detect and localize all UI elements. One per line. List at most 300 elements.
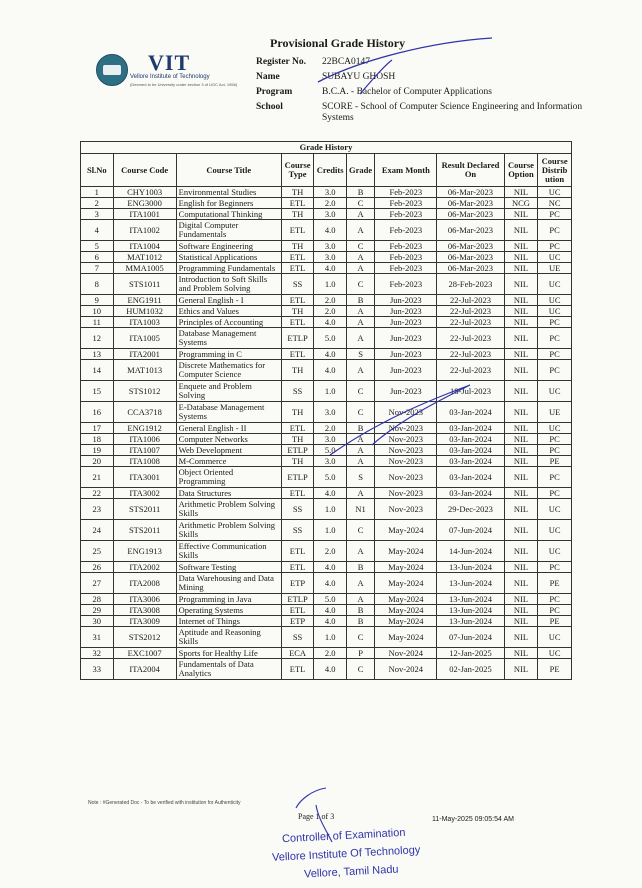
- table-row: [81, 274, 572, 295]
- table-cell: B: [346, 616, 374, 627]
- table-cell: ITA2001: [113, 349, 176, 360]
- table-cell: STS2011: [113, 499, 176, 520]
- column-header: Sl.No: [81, 154, 114, 187]
- table-cell: B: [346, 605, 374, 616]
- table-cell: 5.0: [314, 328, 347, 349]
- table-cell: C: [346, 627, 374, 648]
- table-cell: Feb-2023: [375, 252, 437, 263]
- table-cell: PC: [538, 594, 572, 605]
- table-cell: NIL: [504, 306, 538, 317]
- table-cell: ETL: [281, 423, 314, 434]
- table-cell: ETL: [281, 252, 314, 263]
- table-cell: 31: [81, 627, 114, 648]
- table-cell: UC: [538, 627, 572, 648]
- table-cell: 4.0: [314, 659, 347, 680]
- table-cell: General English - II: [176, 423, 281, 434]
- handwritten-line-1: Controller of Examination: [281, 826, 406, 846]
- table-cell: 19: [81, 445, 114, 456]
- table-cell: 15: [81, 381, 114, 402]
- table-cell: Jun-2023: [375, 328, 437, 349]
- table-row: [81, 659, 572, 680]
- table-cell: 06-Mar-2023: [437, 187, 504, 198]
- table-cell: Aptitude and Reasoning Skills: [176, 627, 281, 648]
- table-cell: B: [346, 423, 374, 434]
- table-cell: 03-Jan-2024: [437, 402, 504, 423]
- table-cell: PC: [538, 360, 572, 381]
- table-cell: 12-Jan-2025: [437, 648, 504, 659]
- table-cell: 22-Jul-2023: [437, 317, 504, 328]
- table-cell: A: [346, 252, 374, 263]
- table-cell: A: [346, 209, 374, 220]
- table-cell: 4.0: [314, 360, 347, 381]
- table-cell: 3.0: [314, 434, 347, 445]
- table-cell: STS1011: [113, 274, 176, 295]
- table-cell: UC: [538, 648, 572, 659]
- table-cell: 03-Jan-2024: [437, 434, 504, 445]
- table-cell: NIL: [504, 263, 538, 274]
- table-cell: Feb-2023: [375, 241, 437, 252]
- table-cell: NIL: [504, 423, 538, 434]
- table-cell: 12: [81, 328, 114, 349]
- table-row: [81, 499, 572, 520]
- table-row: [81, 605, 572, 616]
- table-cell: A: [346, 220, 374, 241]
- table-cell: 07-Jun-2024: [437, 627, 504, 648]
- column-header: Course Option: [504, 154, 538, 187]
- table-cell: Feb-2023: [375, 187, 437, 198]
- table-cell: 02-Jan-2025: [437, 659, 504, 680]
- table-cell: N1: [346, 499, 374, 520]
- table-row: [81, 360, 572, 381]
- table-cell: NIL: [504, 499, 538, 520]
- logo-brand: VIT: [148, 50, 191, 75]
- info-value: B.C.A. - Bachelor of Computer Applications: [322, 87, 492, 97]
- table-row: [81, 627, 572, 648]
- table-cell: 3.0: [314, 402, 347, 423]
- table-cell: PE: [538, 456, 572, 467]
- table-cell: May-2024: [375, 541, 437, 562]
- table-row: [81, 594, 572, 605]
- table-cell: PC: [538, 605, 572, 616]
- table-cell: Computational Thinking: [176, 209, 281, 220]
- table-cell: Jun-2023: [375, 317, 437, 328]
- table-cell: 13-Jun-2024: [437, 562, 504, 573]
- table-cell: 1.0: [314, 381, 347, 402]
- table-cell: NIL: [504, 467, 538, 488]
- table-cell: 03-Jan-2024: [437, 423, 504, 434]
- table-cell: 2.0: [314, 423, 347, 434]
- table-cell: 3.0: [314, 241, 347, 252]
- table-cell: 4.0: [314, 220, 347, 241]
- table-cell: 22-Jul-2023: [437, 328, 504, 349]
- table-cell: May-2024: [375, 520, 437, 541]
- table-cell: Principles of Accounting: [176, 317, 281, 328]
- table-cell: ETL: [281, 562, 314, 573]
- table-header-row: [81, 154, 572, 187]
- table-cell: 03-Jan-2024: [437, 488, 504, 499]
- info-row: [256, 70, 592, 85]
- table-cell: Feb-2023: [375, 274, 437, 295]
- table-cell: 5.0: [314, 445, 347, 456]
- table-cell: 2.0: [314, 295, 347, 306]
- table-cell: A: [346, 263, 374, 274]
- table-row: [81, 541, 572, 562]
- table-cell: 8: [81, 274, 114, 295]
- table-cell: TH: [281, 187, 314, 198]
- table-cell: ITA3002: [113, 488, 176, 499]
- table-cell: 4.0: [314, 562, 347, 573]
- footer-note: Note : #Generated Doc - To be verified with institution for Authenticity: [88, 800, 241, 806]
- info-value: SCORE - School of Computer Science Engineering and Information Systems: [322, 102, 583, 123]
- table-cell: NIL: [504, 187, 538, 198]
- table-cell: A: [346, 360, 374, 381]
- table-cell: May-2024: [375, 627, 437, 648]
- table-cell: ENG3000: [113, 198, 176, 209]
- table-cell: 5.0: [314, 467, 347, 488]
- table-cell: General English - I: [176, 295, 281, 306]
- table-row: [81, 456, 572, 467]
- table-cell: NIL: [504, 295, 538, 306]
- table-cell: PC: [538, 562, 572, 573]
- table-cell: 06-Mar-2023: [437, 252, 504, 263]
- table-cell: A: [346, 306, 374, 317]
- table-cell: English for Beginners: [176, 198, 281, 209]
- table-cell: ETL: [281, 659, 314, 680]
- info-label: Register No.: [256, 57, 306, 67]
- table-cell: NIL: [504, 241, 538, 252]
- table-cell: PC: [538, 220, 572, 241]
- table-cell: Programming Fundamentals: [176, 263, 281, 274]
- table-cell: May-2024: [375, 573, 437, 594]
- table-cell: 3.0: [314, 187, 347, 198]
- table-cell: 5.0: [314, 594, 347, 605]
- table-cell: C: [346, 241, 374, 252]
- table-cell: NIL: [504, 360, 538, 381]
- table-cell: Programming in Java: [176, 594, 281, 605]
- table-cell: C: [346, 402, 374, 423]
- table-cell: 9: [81, 295, 114, 306]
- table-cell: B: [346, 295, 374, 306]
- table-cell: 07-Jun-2024: [437, 520, 504, 541]
- table-row: [81, 317, 572, 328]
- table-cell: Programming in C: [176, 349, 281, 360]
- table-cell: 03-Jan-2024: [437, 456, 504, 467]
- table-cell: TH: [281, 241, 314, 252]
- table-cell: S: [346, 349, 374, 360]
- table-cell: ENG1913: [113, 541, 176, 562]
- table-cell: Digital Computer Fundamentals: [176, 220, 281, 241]
- table-cell: PC: [538, 241, 572, 252]
- table-cell: ETL: [281, 220, 314, 241]
- table-cell: 4: [81, 220, 114, 241]
- table-cell: 4.0: [314, 605, 347, 616]
- table-cell: 13-Jun-2024: [437, 594, 504, 605]
- table-cell: NIL: [504, 220, 538, 241]
- table-cell: Software Engineering: [176, 241, 281, 252]
- table-row: [81, 306, 572, 317]
- table-cell: C: [346, 274, 374, 295]
- table-cell: 11: [81, 317, 114, 328]
- table-cell: 13-Jun-2024: [437, 605, 504, 616]
- table-cell: ENG1912: [113, 423, 176, 434]
- table-cell: STS2012: [113, 627, 176, 648]
- table-cell: 3.0: [314, 209, 347, 220]
- table-cell: 29-Dec-2023: [437, 499, 504, 520]
- table-cell: Fundamentals of Data Analytics: [176, 659, 281, 680]
- table-cell: May-2024: [375, 594, 437, 605]
- handwritten-line-3: Vellore, Tamil Nadu: [303, 863, 399, 881]
- table-cell: NIL: [504, 616, 538, 627]
- table-row: [81, 252, 572, 263]
- table-cell: PC: [538, 209, 572, 220]
- table-row: [81, 198, 572, 209]
- table-cell: NIL: [504, 562, 538, 573]
- table-cell: NIL: [504, 349, 538, 360]
- table-cell: Internet of Things: [176, 616, 281, 627]
- table-cell: 28-Feb-2023: [437, 274, 504, 295]
- vit-logo: [96, 50, 238, 102]
- table-cell: Nov-2023: [375, 467, 437, 488]
- table-cell: 22-Jul-2023: [437, 306, 504, 317]
- table-cell: Feb-2023: [375, 263, 437, 274]
- table-row: [81, 467, 572, 488]
- student-info: [256, 55, 592, 124]
- table-cell: 29: [81, 605, 114, 616]
- table-cell: 1.0: [314, 520, 347, 541]
- table-cell: 30: [81, 616, 114, 627]
- info-label: Program: [256, 87, 293, 97]
- table-cell: NIL: [504, 381, 538, 402]
- table-cell: UC: [538, 541, 572, 562]
- table-cell: ENG1911: [113, 295, 176, 306]
- table-cell: ETL: [281, 295, 314, 306]
- table-cell: PC: [538, 488, 572, 499]
- table-cell: 10: [81, 306, 114, 317]
- table-cell: Arithmetic Problem Solving Skills: [176, 520, 281, 541]
- table-cell: CHY1003: [113, 187, 176, 198]
- table-cell: A: [346, 573, 374, 594]
- table-cell: 4.0: [314, 349, 347, 360]
- table-cell: ITA2002: [113, 562, 176, 573]
- table-cell: May-2024: [375, 562, 437, 573]
- column-header: Grade: [346, 154, 374, 187]
- table-cell: ITA1003: [113, 317, 176, 328]
- table-row: [81, 520, 572, 541]
- table-cell: A: [346, 445, 374, 456]
- table-cell: NIL: [504, 402, 538, 423]
- table-cell: Feb-2023: [375, 198, 437, 209]
- table-cell: 3.0: [314, 252, 347, 263]
- table-cell: UC: [538, 520, 572, 541]
- table-cell: Data Warehousing and Data Mining: [176, 573, 281, 594]
- table-cell: 4.0: [314, 263, 347, 274]
- table-row: [81, 648, 572, 659]
- table-cell: ITA1006: [113, 434, 176, 445]
- table-cell: May-2024: [375, 605, 437, 616]
- table-cell: NIL: [504, 209, 538, 220]
- table-cell: 33: [81, 659, 114, 680]
- table-row: [81, 209, 572, 220]
- table-cell: 3.0: [314, 456, 347, 467]
- table-cell: MAT1012: [113, 252, 176, 263]
- info-row: [256, 100, 592, 124]
- table-cell: 1.0: [314, 274, 347, 295]
- table-cell: NC: [538, 198, 572, 209]
- info-value: 22BCA0147: [322, 57, 371, 67]
- table-cell: 21: [81, 467, 114, 488]
- table-cell: 4.0: [314, 573, 347, 594]
- table-cell: NIL: [504, 274, 538, 295]
- table-cell: A: [346, 456, 374, 467]
- table-cell: Object Oriented Programming: [176, 467, 281, 488]
- page-indicator: Page 1 of 3: [298, 812, 335, 821]
- table-row: [81, 445, 572, 456]
- table-cell: 06-Mar-2023: [437, 241, 504, 252]
- table-cell: A: [346, 317, 374, 328]
- table-cell: ITA1007: [113, 445, 176, 456]
- table-cell: 1.0: [314, 627, 347, 648]
- table-cell: SS: [281, 499, 314, 520]
- table-cell: STS2011: [113, 520, 176, 541]
- table-cell: C: [346, 381, 374, 402]
- table-cell: ECA: [281, 648, 314, 659]
- table-cell: E-Database Management Systems: [176, 402, 281, 423]
- table-cell: Effective Communication Skills: [176, 541, 281, 562]
- table-cell: NIL: [504, 659, 538, 680]
- table-row: [81, 434, 572, 445]
- table-cell: ETLP: [281, 445, 314, 456]
- table-cell: UE: [538, 402, 572, 423]
- table-cell: Jun-2023: [375, 381, 437, 402]
- table-cell: 23: [81, 499, 114, 520]
- table-cell: UC: [538, 423, 572, 434]
- logo-tagline: (Deemed to be University under section 3 of UGC Act, 1956): [130, 82, 238, 87]
- table-cell: 03-Jan-2024: [437, 467, 504, 488]
- table-cell: ETL: [281, 198, 314, 209]
- table-row: [81, 488, 572, 499]
- table-cell: A: [346, 541, 374, 562]
- table-cell: UC: [538, 187, 572, 198]
- table-cell: PC: [538, 467, 572, 488]
- table-cell: May-2024: [375, 616, 437, 627]
- table-cell: NIL: [504, 520, 538, 541]
- table-cell: ETLP: [281, 467, 314, 488]
- table-cell: Nov-2023: [375, 456, 437, 467]
- column-header: Result Declared On: [437, 154, 504, 187]
- table-cell: TH: [281, 209, 314, 220]
- table-cell: 18: [81, 434, 114, 445]
- table-cell: A: [346, 434, 374, 445]
- table-cell: 13-Jun-2024: [437, 616, 504, 627]
- table-cell: NIL: [504, 648, 538, 659]
- table-cell: Operating Systems: [176, 605, 281, 616]
- table-cell: ETL: [281, 263, 314, 274]
- table-row: [81, 381, 572, 402]
- table-cell: Computer Networks: [176, 434, 281, 445]
- table-cell: ETLP: [281, 594, 314, 605]
- table-cell: 16: [81, 402, 114, 423]
- info-label: Name: [256, 72, 280, 82]
- table-cell: B: [346, 562, 374, 573]
- table-cell: 17: [81, 423, 114, 434]
- table-cell: NIL: [504, 317, 538, 328]
- table-cell: Statistical Applications: [176, 252, 281, 263]
- table-cell: 03-Jan-2024: [437, 445, 504, 456]
- info-value: SUBAYU GHOSH: [322, 72, 396, 82]
- table-row: [81, 328, 572, 349]
- table-cell: 2.0: [314, 541, 347, 562]
- grade-history-table: [80, 141, 572, 680]
- table-cell: 22-Jul-2023: [437, 360, 504, 381]
- table-cell: A: [346, 594, 374, 605]
- column-header: Course Title: [176, 154, 281, 187]
- table-cell: TH: [281, 360, 314, 381]
- table-cell: HUM1032: [113, 306, 176, 317]
- table-cell: Web Development: [176, 445, 281, 456]
- table-cell: ETP: [281, 616, 314, 627]
- table-cell: 2.0: [314, 306, 347, 317]
- table-cell: ITA1004: [113, 241, 176, 252]
- table-cell: Nov-2023: [375, 488, 437, 499]
- table-cell: Jun-2023: [375, 306, 437, 317]
- table-cell: MAT1013: [113, 360, 176, 381]
- table-cell: 13: [81, 349, 114, 360]
- table-cell: TH: [281, 456, 314, 467]
- table-cell: Nov-2023: [375, 434, 437, 445]
- table-cell: 27: [81, 573, 114, 594]
- table-cell: 4.0: [314, 317, 347, 328]
- table-cell: UC: [538, 499, 572, 520]
- table-cell: 06-Mar-2023: [437, 198, 504, 209]
- column-header: Credits: [314, 154, 347, 187]
- table-row: [81, 295, 572, 306]
- column-header: Course Type: [281, 154, 314, 187]
- table-cell: ITA1008: [113, 456, 176, 467]
- table-cell: ETP: [281, 573, 314, 594]
- table-cell: UC: [538, 306, 572, 317]
- table-cell: Nov-2024: [375, 659, 437, 680]
- table-cell: 18-Jul-2023: [437, 381, 504, 402]
- table-cell: ITA3006: [113, 594, 176, 605]
- table-cell: 5: [81, 241, 114, 252]
- table-row: [81, 241, 572, 252]
- table-cell: NIL: [504, 456, 538, 467]
- table-cell: ITA2004: [113, 659, 176, 680]
- table-cell: 25: [81, 541, 114, 562]
- table-cell: Feb-2023: [375, 220, 437, 241]
- table-cell: ETL: [281, 605, 314, 616]
- table-cell: NIL: [504, 627, 538, 648]
- table-cell: NIL: [504, 328, 538, 349]
- table-cell: 28: [81, 594, 114, 605]
- table-cell: 6: [81, 252, 114, 263]
- table-cell: S: [346, 467, 374, 488]
- table-cell: PC: [538, 317, 572, 328]
- table-cell: 4.0: [314, 488, 347, 499]
- table-cell: NCG: [504, 198, 538, 209]
- table-cell: PC: [538, 434, 572, 445]
- logo-institute: Vellore Institute of Technology: [130, 74, 210, 80]
- table-cell: PC: [538, 328, 572, 349]
- table-cell: 1.0: [314, 499, 347, 520]
- table-cell: 24: [81, 520, 114, 541]
- table-cell: SS: [281, 381, 314, 402]
- table-cell: PC: [538, 445, 572, 456]
- table-cell: PE: [538, 573, 572, 594]
- table-cell: 4.0: [314, 616, 347, 627]
- table-cell: Sports for Healthy Life: [176, 648, 281, 659]
- table-cell: STS1012: [113, 381, 176, 402]
